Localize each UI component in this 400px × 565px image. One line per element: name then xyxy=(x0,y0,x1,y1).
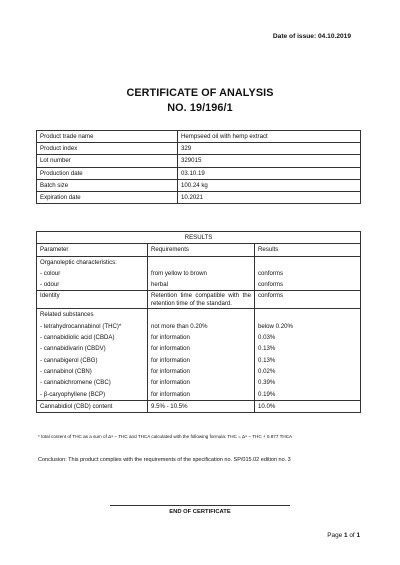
info-value: 329 xyxy=(178,143,361,155)
param-colour: - colour xyxy=(37,268,148,279)
info-label: Product trade name xyxy=(37,131,178,143)
info-label: Lot number xyxy=(37,155,178,167)
res-identity: conforms xyxy=(255,291,361,309)
substance-name: - β-caryophyllene (BCP) xyxy=(37,389,148,401)
results-title-row xyxy=(37,232,361,244)
results-title: RESULTS xyxy=(37,232,361,244)
related-substance-row xyxy=(37,332,361,343)
certificate-number: NO. 19/196/1 xyxy=(167,102,233,114)
substance-result: 0.03% xyxy=(255,332,361,343)
substance-result: 0.19% xyxy=(255,389,361,401)
param-odour: - odour xyxy=(37,279,148,291)
substance-name: - cannabinol (CBN) xyxy=(37,366,148,377)
header-parameter: Parameter xyxy=(37,244,148,256)
substance-name: - cannabidiolic acid (CBDA) xyxy=(37,332,148,343)
info-label: Product index xyxy=(37,143,178,155)
info-value: 10.2021 xyxy=(178,192,361,204)
substance-name: - cannabichromene (CBC) xyxy=(37,377,148,388)
info-value: 329015 xyxy=(178,155,361,167)
product-info-row xyxy=(37,131,361,143)
substance-requirement: for information xyxy=(148,343,255,354)
substance-result: 0.13% xyxy=(255,343,361,354)
req-identity: Retention time compatible with the retention time of the standard. xyxy=(148,291,255,309)
product-info-row xyxy=(37,155,361,167)
end-of-certificate: END OF CERTIFICATE xyxy=(169,509,231,515)
product-info-row xyxy=(37,192,361,204)
substance-name: - cannabidivarin (CBDV) xyxy=(37,343,148,354)
document-title: CERTIFICATE OF ANALYSIS xyxy=(126,87,274,99)
product-info-row xyxy=(37,167,361,179)
substance-result: 0.13% xyxy=(255,355,361,366)
related-heading: Related substances xyxy=(37,309,148,321)
related-substance-row xyxy=(37,355,361,366)
substance-requirement: not more than 0.20% xyxy=(148,321,255,332)
related-substance-row xyxy=(37,366,361,377)
related-substance-row xyxy=(37,321,361,332)
conclusion: Conclusion: This product complies with the requirements of the specification no. SP/015.02 edition no. 3 xyxy=(38,457,291,463)
organoleptic-heading: Organoleptic characteristics: xyxy=(37,256,148,268)
substance-result: 0.39% xyxy=(255,377,361,388)
substance-name: - tetrahydrocannabinol (THC)* xyxy=(37,321,148,332)
thc-footnote: * total content of THC as a sum of Δ⁹ – THC and THCA calculated with the following formula: THC = Δ⁹ – THC + 0.877 THCA xyxy=(38,434,293,439)
req-colour: from yellow to brown xyxy=(148,268,255,279)
substance-requirement: for information xyxy=(148,366,255,377)
res-odour: conforms xyxy=(255,279,361,291)
substance-requirement: for information xyxy=(148,355,255,366)
organoleptic-row-colour xyxy=(37,268,361,279)
end-divider xyxy=(110,505,290,506)
header-requirements: Requirements xyxy=(148,244,255,256)
substance-requirement: for information xyxy=(148,377,255,388)
info-value: 100.24 kg xyxy=(178,179,361,191)
organoleptic-heading-row xyxy=(37,256,361,268)
product-info-table xyxy=(36,130,361,204)
related-substance-row xyxy=(37,377,361,388)
req-cbd: 9.5% - 10.5% xyxy=(148,400,255,412)
product-info-row xyxy=(37,179,361,191)
product-info-row xyxy=(37,143,361,155)
substance-result: below 0.20% xyxy=(255,321,361,332)
param-identity: Identity xyxy=(37,291,148,309)
results-table xyxy=(36,231,361,413)
related-heading-row xyxy=(37,309,361,321)
res-cbd: 10.0% xyxy=(255,400,361,412)
res-colour: conforms xyxy=(255,268,361,279)
results-header-row xyxy=(37,244,361,256)
info-value: Hempseed oil with hemp extract xyxy=(178,131,361,143)
related-substance-row xyxy=(37,389,361,401)
info-label: Batch size xyxy=(37,179,178,191)
header-results: Results xyxy=(255,244,361,256)
substance-requirement: for information xyxy=(148,389,255,401)
req-odour: herbal xyxy=(148,279,255,291)
date-of-issue: Date of issue: 04.10.2019 xyxy=(272,33,351,40)
substance-result: 0.02% xyxy=(255,366,361,377)
substance-name: - cannabigerol (CBG) xyxy=(37,355,148,366)
info-label: Expiration date xyxy=(37,192,178,204)
related-substance-row xyxy=(37,343,361,354)
info-value: 03.10.19 xyxy=(178,167,361,179)
info-label: Production date xyxy=(37,167,178,179)
cbd-row xyxy=(37,400,361,412)
param-cbd: Cannabidiol (CBD) content xyxy=(37,400,148,412)
organoleptic-row-odour xyxy=(37,279,361,291)
substance-requirement: for information xyxy=(148,332,255,343)
page-number: Page 1 of 1 xyxy=(327,532,360,539)
identity-row xyxy=(37,291,361,309)
